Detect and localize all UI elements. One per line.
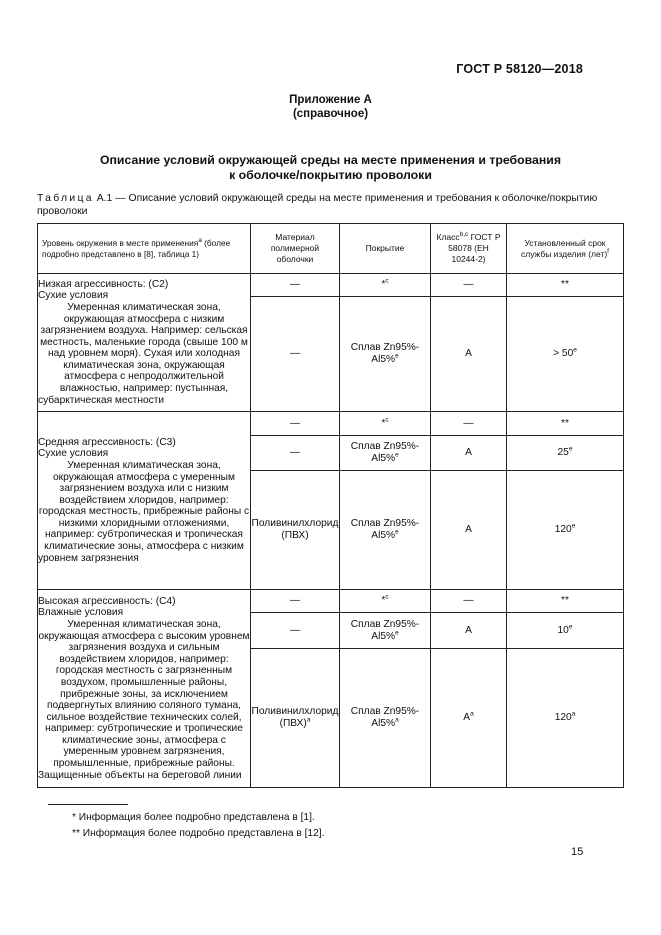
table-caption [37,193,627,218]
material-cell: — [251,436,340,471]
class-cell: А [431,613,507,649]
coating-cell: Сплав Zn95%-Al5%$^e$ [340,297,431,412]
header-class: Класс$^{b,c}$ ГОСТ Р 58078 (ЕН 10244-2) [431,224,507,274]
material-cell: — [251,590,340,613]
main-title-line-2: к оболочке/покрытию проволоки [229,168,432,182]
header-polymer-material: Материал полимерной оболочки [251,224,340,274]
life-cell: ** [507,590,624,613]
main-title [90,153,571,183]
life-cell: ** [507,274,624,297]
footnote-divider [48,804,128,805]
document-code: ГОСТ Р 58120—2018 [456,62,583,76]
header-service-life: Установленный срок службы изделия (лет)$^f$ [507,224,624,274]
environment-description-c2 [38,274,251,412]
environment-text: Умеренная климатическая зона, окружающая атмосфера с высоким уровнем загрязнения воздуха и сильным воздействием хлоридов, например: городская местность с загрязненным воздухом, промышленные районы, прибрежные зоны, за исключением подвергнутых влиянию соляного тумана, сильное воздействие технических солей, например: субтропические и тропические климатические зоны, атмосфера с умеренным уровнем загрязнения, промышленные, прибрежные районы. Защищенные объекты на береговой линии [38,618,250,781]
table-row [38,412,624,436]
life-cell: ** [507,412,624,436]
environment-description-c3 [38,412,251,590]
coating-cell: *$^c$ [340,590,431,613]
material-cell: Поливинилхлорид (ПВХ)$^a$ [251,649,340,788]
environment-text: Умеренная климатическая зона, окружающая атмосфера с умеренным загрязнением воздуха или с низким воздействием хлоридов, например: городская местность, прибрежные районы с низкими хлоридными отложениями, например: субтропическая и тропическая климатические зоны, атмосфера с низким уровнем загрязнения [38,459,250,564]
main-title-line-1: Описание условий окружающей среды на месте применения и требования [99,153,562,167]
life-cell: 25e [507,436,624,471]
environment-text: Умеренная климатическая зона, окружающая атмосфера с низким загрязнением воздуха. Например: сельская местность, маленькие города (свыше 100 м над уровнем моря). Сухая или холодная климатическая зона, окружающая атмосфера с непродолжительной влажностью, например: пустынная, субарктическая местности [38,301,248,406]
coating-cell: Сплав Zn95%-Al5%$^e$ [340,436,431,471]
table-row [38,274,624,297]
table-row [38,590,624,613]
environment-title: Средняя агрессивность: (С3) [38,436,176,448]
environment-subtitle: Сухие условия [38,290,109,302]
footnote-1: * Информация более подробно представлена в [1]. [72,812,315,823]
material-cell: — [251,412,340,436]
footnote-2: ** Информация более подробно представлена в [12]. [72,828,325,839]
coating-cell: Сплав Zn95%-Al5%$^e$ [340,471,431,590]
environment-subtitle: Влажные условия [38,607,124,619]
material-cell: — [251,613,340,649]
table-header-row [38,224,624,274]
header-coating: Покрытие [340,224,431,274]
class-cell: — [431,590,507,613]
class-cell: А [431,297,507,412]
header-environment-level: Уровень окружения в месте применения$^a$ (более подробно представлено в [8], таблица 1) [38,224,251,274]
environment-subtitle: Сухие условия [38,448,109,460]
appendix-heading [0,93,661,121]
environment-title: Низкая агрессивность: (С2) [38,278,169,290]
class-cell: А [431,471,507,590]
coating-cell: *$^c$ [340,412,431,436]
environment-description-c4 [38,590,251,788]
life-cell: 10e [507,613,624,649]
environment-title: Высокая агрессивность: (С4) [38,595,176,607]
coating-cell: *$^c$ [340,274,431,297]
material-cell: Поливинилхлорид (ПВХ) [251,471,340,590]
life-cell: > $50^e$ [507,297,624,412]
class-cell: — [431,412,507,436]
coating-cell: Сплав Zn95%-Al5%$^e$ [340,613,431,649]
material-cell: — [251,297,340,412]
life-cell: 120e [507,471,624,590]
coating-cell: Сплав Zn95%-Al5%$^a$ [340,649,431,788]
page-number: 15 [571,846,584,858]
class-cell: $А^a$ [431,649,507,788]
material-cell: — [251,274,340,297]
requirements-table [37,223,624,788]
class-cell: — [431,274,507,297]
life-cell: 120$^a$ [507,649,624,788]
appendix-subtitle: (справочное) [292,108,369,120]
class-cell: А [431,436,507,471]
table-caption-text: А.1 — Описание условий окружающей среды на месте применения и требования к оболочке/покрытию проволоки [37,193,598,217]
table-caption-label: Таблица [37,193,94,204]
appendix-title: Приложение А [289,94,372,106]
